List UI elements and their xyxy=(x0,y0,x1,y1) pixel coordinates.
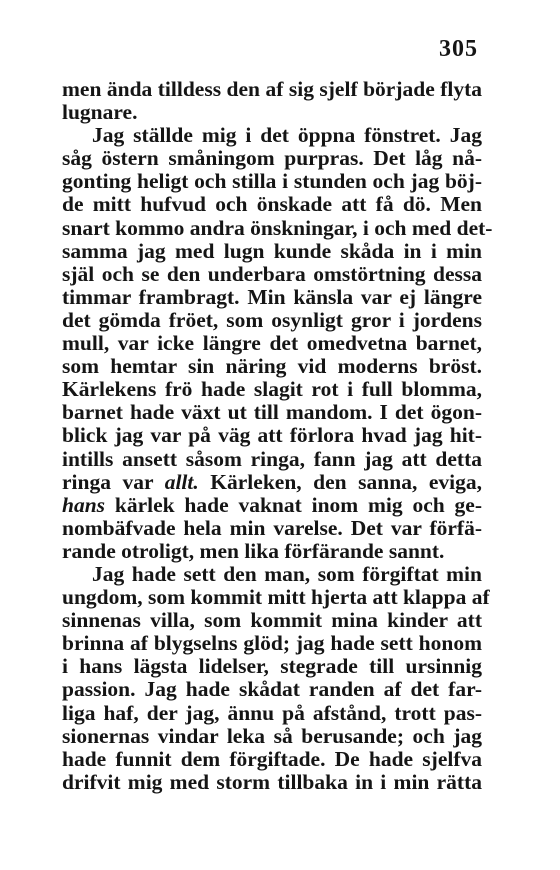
text-line-with-emphasis xyxy=(62,494,482,517)
body-text xyxy=(62,77,493,794)
text-line: samma jag med lugn kunde skåda in i min xyxy=(62,238,482,263)
text-line: sionernas vindar leka så berusande; och jag xyxy=(62,723,482,748)
text-line: Kärlekens frö hade slagit rot i full blomma, xyxy=(62,377,482,402)
text-line: brinna af blygselns glöd; jag hade sett honom xyxy=(62,631,482,656)
text-line: de mitt hufvud och önskade att få dö. Men xyxy=(62,192,482,217)
text-line: intills ansett såsom ringa, fann jag att detta xyxy=(62,446,482,471)
text-line: själ och se den underbara omstörtning dessa xyxy=(62,261,482,286)
text-line: men ända tilldess den af sig sjelf började flyta xyxy=(62,77,482,101)
text-line: hade funnit dem förgiftade. De hade sjelfva xyxy=(62,746,482,771)
emphasis-allt: allt. xyxy=(164,469,199,494)
text-line: timmar frambragt. Min känsla var ej längre xyxy=(62,284,482,309)
text-line: som hemtar sin näring vid moderns bröst. xyxy=(62,354,482,379)
text-line: i hans lägsta lidelser, stegrade till ursinnig xyxy=(62,654,482,679)
text-line: Jag hade sett den man, som förgiftat min xyxy=(92,561,482,586)
text-line: drifvit mig med storm tillbaka in i min rätta xyxy=(62,769,482,794)
text-line: barnet hade växt ut till mandom. I det ögon- xyxy=(62,400,482,425)
line-segment: Kärleken, den sanna, eviga, xyxy=(198,469,482,494)
text-line: rande otroligt, men lika förfärande sannt. xyxy=(62,538,445,563)
text-line: snart kommo andra önskningar, i och med det- xyxy=(62,215,493,240)
text-line: såg östern småningom purpras. Det låg nå- xyxy=(62,146,482,171)
text-line: nombäfvade hela min varelse. Det var förfä- xyxy=(62,515,482,540)
line-segment: kärlek hade vaknat inom mig och ge- xyxy=(105,492,482,517)
page-number: 305 xyxy=(439,36,478,62)
line-segment: ringa var xyxy=(62,469,165,494)
text-line: gonting heligt och stilla i stunden och jag böj- xyxy=(62,169,482,194)
text-line: blick jag var på väg att förlora hvad jag hit- xyxy=(62,423,482,448)
emphasis-hans: hans xyxy=(62,492,106,517)
text-line: sinnenas villa, som kommit mina kinder att xyxy=(62,608,482,633)
text-line: liga haf, der jag, ännu på afstånd, trott pas- xyxy=(62,700,482,725)
text-line: mull, var icke längre det omedvetna barnet, xyxy=(62,331,482,356)
text-line: det gömda fröet, som osynligt gror i jordens xyxy=(62,307,482,332)
text-line-with-emphasis xyxy=(62,471,482,494)
text-line: passion. Jag hade skådat randen af det far- xyxy=(62,677,482,702)
text-line: ungdom, som kommit mitt hjerta att klappa af xyxy=(62,585,490,610)
text-line: lugnare. xyxy=(62,100,138,125)
text-line: Jag ställde mig i det öppna fönstret. Jag xyxy=(92,123,482,148)
